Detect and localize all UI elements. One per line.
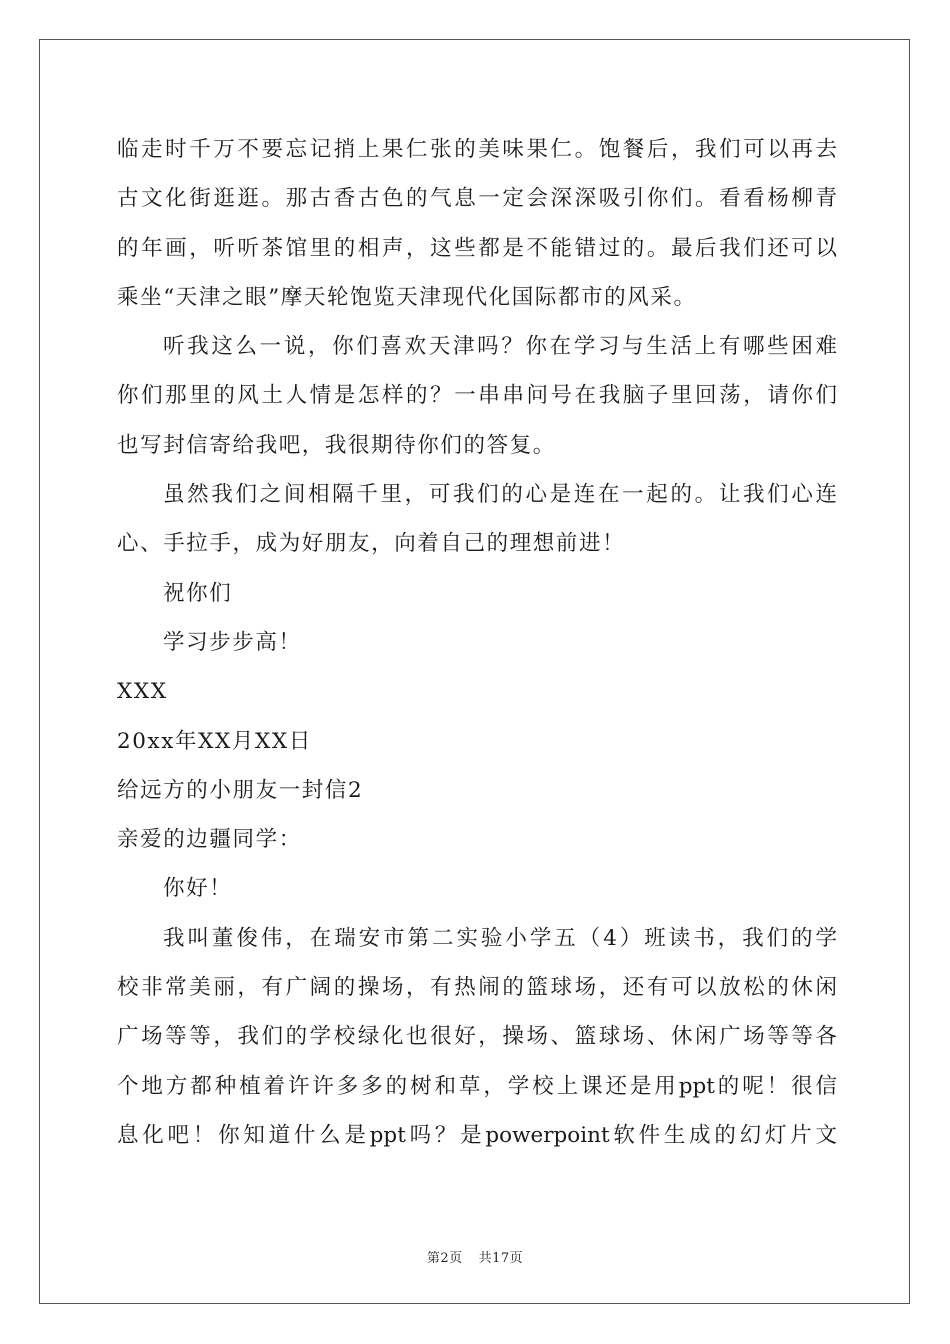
signature: XXX: [117, 679, 168, 705]
text-line: 也写封信寄给我吧，我很期待你们的答复。: [117, 432, 556, 458]
letter-date: 20xx年XX月XX日: [117, 728, 312, 754]
text-line: 校非常美丽，有广阔的操场，有热闹的篮球场，还有可以放松的休闲: [117, 975, 837, 1001]
paragraph-first-line: 听我这么一说，你们喜欢天津吗？你在学习与生活上有哪些困难: [163, 334, 837, 360]
text-line: 的年画，听听茶馆里的相声，这些都是不能错过的。最后我们还可以: [117, 235, 837, 261]
text-line: 心、手拉手，成为好朋友，向着自己的理想前进！: [117, 531, 626, 557]
closing-wish: 学习步步高！: [163, 629, 302, 655]
text-line: 个地方都种植着许许多多的树和草，学校上课还是用ppt的呢！很信: [117, 1073, 837, 1099]
paragraph-first-line: 我叫董俊伟，在瑞安市第二实验小学五（4）班读书，我们的学: [163, 925, 837, 951]
page-number: 第2页: [426, 1251, 463, 1266]
closing-greeting: 祝你们: [163, 580, 233, 606]
text-line: 乘坐“天津之眼”摩天轮饱览天津现代化国际都市的风采。: [117, 284, 697, 310]
letter-body: [117, 125, 837, 1160]
paragraph-first-line: 虽然我们之间相隔千里，可我们的心是连在一起的。让我们心连: [163, 482, 837, 508]
text-line: 你们那里的风土人情是怎样的？一串串问号在我脑子里回荡，请你们: [117, 383, 837, 409]
text-line: 息化吧！你知道什么是ppt吗？是powerpoint软件生成的幻灯片文: [117, 1122, 837, 1148]
greeting: 你好！: [163, 876, 233, 902]
text-line: 广场等等，我们的学校绿化也很好，操场、篮球场、休闲广场等等各: [117, 1024, 837, 1050]
page-footer: [0, 1247, 950, 1266]
text-line: 临走时千万不要忘记捎上果仁张的美味果仁。饱餐后，我们可以再去: [117, 137, 837, 162]
text-line: 古文化街逛逛。那古香古色的气息一定会深深吸引你们。看看杨柳青: [117, 186, 837, 212]
section-title: 给远方的小朋友一封信2: [117, 777, 364, 803]
page-total: 共17页: [478, 1251, 524, 1266]
salutation: 亲爱的边疆同学：: [117, 827, 302, 853]
